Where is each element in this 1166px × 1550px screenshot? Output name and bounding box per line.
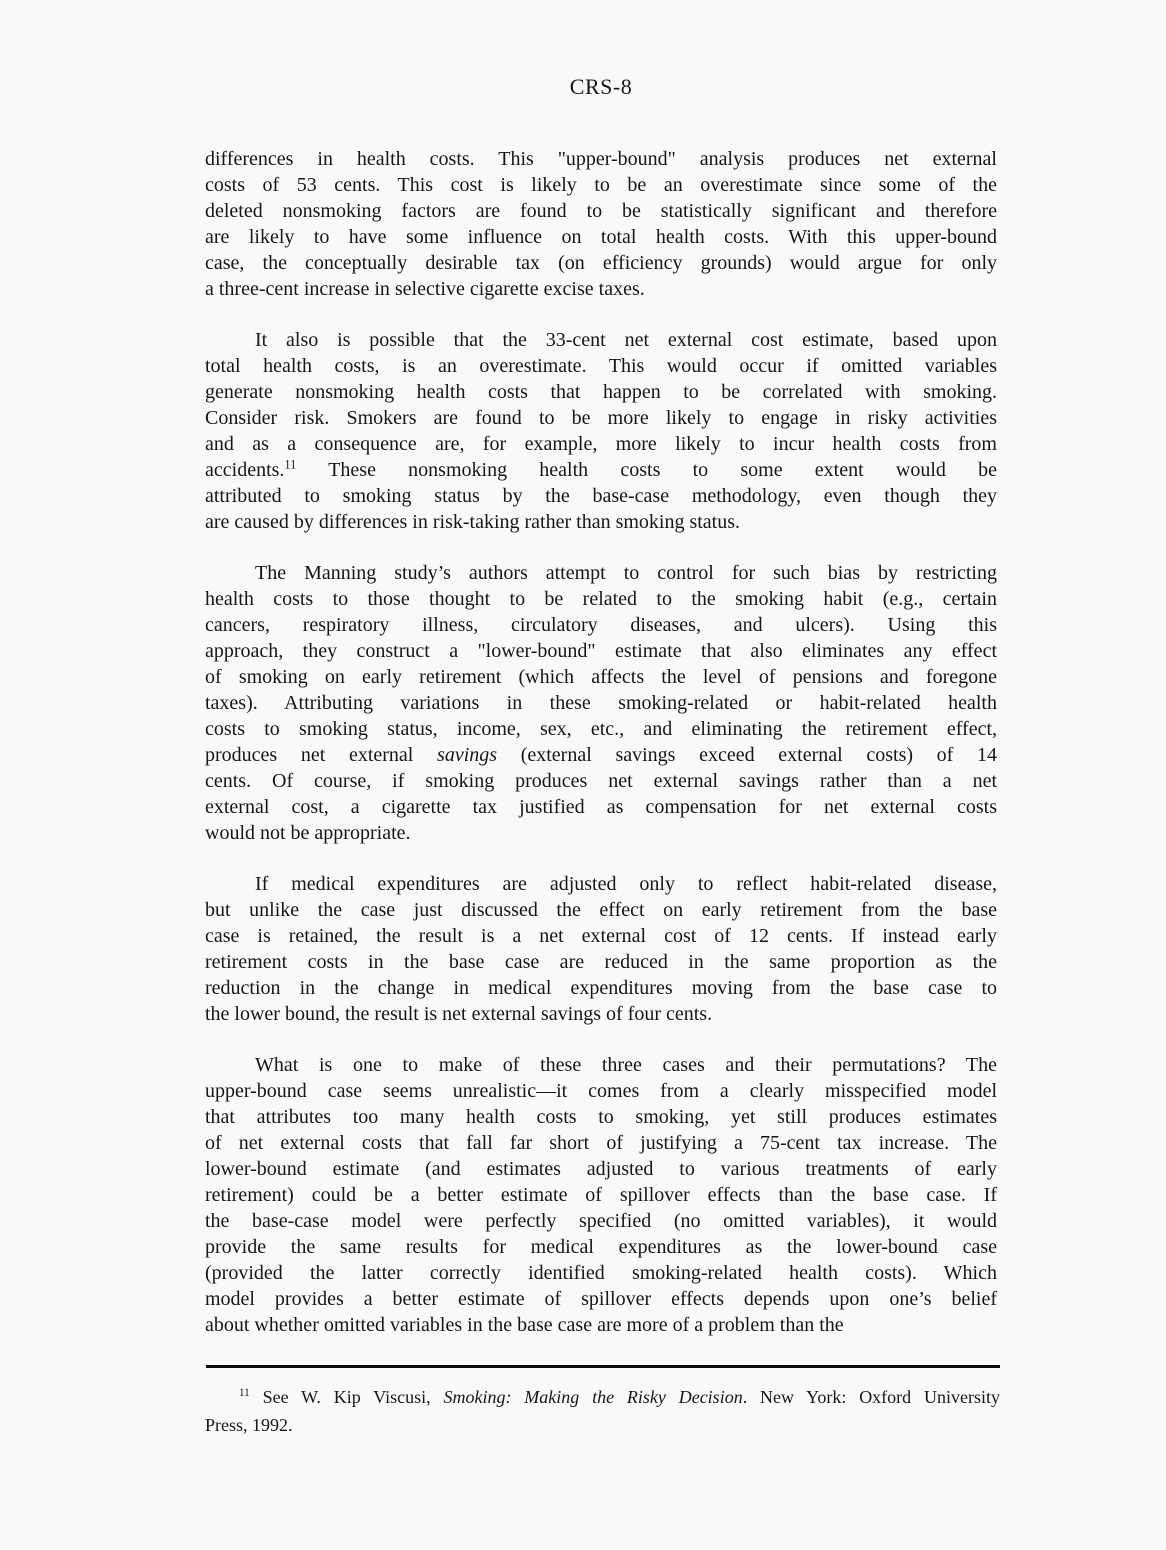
text-segment: Press, 1992. <box>205 1415 293 1435</box>
text-segment: the lower bound, the result is net external savings of four cents. <box>205 1003 713 1025</box>
text-line <box>205 1312 997 1338</box>
text-segment: (external savings exceed external costs) of 14 <box>497 744 998 766</box>
text-line <box>205 457 997 483</box>
text-line <box>205 923 997 949</box>
text-line <box>205 871 997 897</box>
text-segment: that attributes too many health costs to smoking, yet still produces estimates <box>205 1106 997 1128</box>
text-line <box>205 612 997 638</box>
text-line <box>205 638 997 664</box>
text-line <box>205 1208 997 1234</box>
text-line <box>205 146 997 172</box>
text-line <box>205 897 997 923</box>
text-segment: of net external costs that fall far short of justifying a 75-cent tax increase. The <box>205 1132 997 1154</box>
text-segment: cancers, respiratory illness, circulatory diseases, and ulcers). Using this <box>205 614 997 636</box>
text-line <box>205 1234 997 1260</box>
text-segment: Smoking: Making the Risky Decision <box>443 1387 743 1407</box>
text-segment: . New York: Oxford University <box>742 1387 1000 1407</box>
text-segment: case, the conceptually desirable tax (on efficiency grounds) would argue for only <box>205 252 997 274</box>
text-segment: Consider risk. Smokers are found to be more likely to engage in risky activities <box>205 407 997 429</box>
footnote-text <box>205 1383 1000 1439</box>
text-segment: about whether omitted variables in the base case are more of a problem than the <box>205 1314 844 1336</box>
text-segment: but unlike the case just discussed the effect on early retirement from the base <box>205 899 997 921</box>
paragraph-4 <box>205 871 997 1027</box>
page-header: CRS-8 <box>569 74 633 99</box>
text-line <box>205 483 997 509</box>
paragraph-2 <box>205 327 997 535</box>
text-segment: taxes). Attributing variations in these smoking-related or habit-related health <box>205 692 997 714</box>
text-segment: model provides a better estimate of spillover effects depends upon one’s belief <box>205 1288 997 1310</box>
text-line <box>205 509 997 535</box>
text-line <box>205 1411 1000 1439</box>
text-line <box>205 1182 997 1208</box>
text-line <box>205 353 997 379</box>
text-segment: case is retained, the result is a net external cost of 12 cents. If instead early <box>205 925 997 947</box>
text-segment: generate nonsmoking health costs that happen to be correlated with smoking. <box>205 381 997 403</box>
text-segment: attributed to smoking status by the base-case methodology, even though they <box>205 485 997 507</box>
text-segment: reduction in the change in medical expenditures moving from the base case to <box>205 977 997 999</box>
text-line <box>205 794 997 820</box>
text-line <box>205 1078 997 1104</box>
text-segment: (provided the latter correctly identified smoking-related health costs). Which <box>205 1262 997 1284</box>
text-line <box>205 405 997 431</box>
text-segment: See W. Kip Viscusi, <box>249 1387 444 1407</box>
text-segment: would not be appropriate. <box>205 822 411 844</box>
text-segment: costs of 53 cents. This cost is likely to be an overestimate since some of the <box>205 174 997 196</box>
text-segment: a three-cent increase in selective cigarette excise taxes. <box>205 278 645 300</box>
text-segment: the base-case model were perfectly specified (no omitted variables), it would <box>205 1210 997 1232</box>
paragraph-5 <box>205 1052 997 1338</box>
text-segment: accidents. <box>205 459 285 481</box>
text-line <box>205 250 997 276</box>
text-segment: external cost, a cigarette tax justified as compensation for net external costs <box>205 796 997 818</box>
text-line <box>205 276 997 302</box>
paragraph-3 <box>205 560 997 846</box>
text-segment: retirement) could be a better estimate of spillover effects than the base case. If <box>205 1184 997 1206</box>
text-line <box>205 1156 997 1182</box>
text-line <box>205 431 997 457</box>
text-segment: produces net external <box>205 744 438 766</box>
text-line <box>205 1260 997 1286</box>
body-text <box>205 146 997 1363</box>
text-line <box>205 586 997 612</box>
text-line <box>205 690 997 716</box>
text-line <box>205 742 997 768</box>
text-segment: The Manning study’s authors attempt to control for such bias by restricting <box>255 562 997 584</box>
text-segment: are caused by differences in risk-taking rather than smoking status. <box>205 511 741 533</box>
footnote-separator <box>206 1365 1000 1368</box>
paragraph-1 <box>205 146 997 302</box>
text-line <box>205 975 997 1001</box>
text-segment: total health costs, is an overestimate. This would occur if omitted variables <box>205 355 997 377</box>
text-line <box>205 1286 997 1312</box>
text-segment: upper-bound case seems unrealistic—it comes from a clearly misspecified model <box>205 1080 997 1102</box>
text-line <box>205 1104 997 1130</box>
text-line <box>205 198 997 224</box>
text-line <box>205 560 997 586</box>
text-segment: If medical expenditures are adjusted only to reflect habit-related disease, <box>255 873 997 895</box>
text-segment: lower-bound estimate (and estimates adjusted to various treatments of early <box>205 1158 997 1180</box>
text-line <box>205 1052 997 1078</box>
text-line <box>205 379 997 405</box>
text-line <box>205 224 997 250</box>
text-segment: health costs to those thought to be related to the smoking habit (e.g., certain <box>205 588 997 610</box>
text-line <box>205 664 997 690</box>
text-segment: and as a consequence are, for example, more likely to incur health costs from <box>205 433 997 455</box>
footnote-marker: 11 <box>239 1387 250 1399</box>
text-segment: are likely to have some influence on total health costs. With this upper-bound <box>205 226 997 248</box>
text-line <box>205 820 997 846</box>
text-line <box>205 716 997 742</box>
text-line <box>205 172 997 198</box>
text-line <box>205 949 997 975</box>
text-segment: It also is possible that the 33-cent net external cost estimate, based upon <box>255 329 997 351</box>
text-line <box>205 327 997 353</box>
text-segment: These nonsmoking health costs to some extent would be <box>296 459 997 481</box>
footnote-marker: 11 <box>284 457 297 472</box>
footnote <box>205 1383 1000 1439</box>
text-segment: retirement costs in the base case are reduced in the same proportion as the <box>205 951 997 973</box>
text-segment: differences in health costs. This "upper-bound" analysis produces net external <box>205 148 997 170</box>
text-segment: of smoking on early retirement (which affects the level of pensions and foregone <box>205 666 997 688</box>
text-line <box>205 768 997 794</box>
text-segment: savings <box>437 744 498 766</box>
text-line <box>205 1001 997 1027</box>
text-segment: What is one to make of these three cases and their permutations? The <box>255 1054 997 1076</box>
text-segment: cents. Of course, if smoking produces net external savings rather than a net <box>205 770 997 792</box>
text-line <box>205 1130 997 1156</box>
text-segment: approach, they construct a "lower-bound" estimate that also eliminates any effect <box>205 640 997 662</box>
text-segment: costs to smoking status, income, sex, etc., and eliminating the retirement effect, <box>205 718 997 740</box>
text-line <box>205 1383 1000 1411</box>
text-segment: provide the same results for medical expenditures as the lower-bound case <box>205 1236 997 1258</box>
text-segment: deleted nonsmoking factors are found to be statistically significant and therefore <box>205 200 997 222</box>
